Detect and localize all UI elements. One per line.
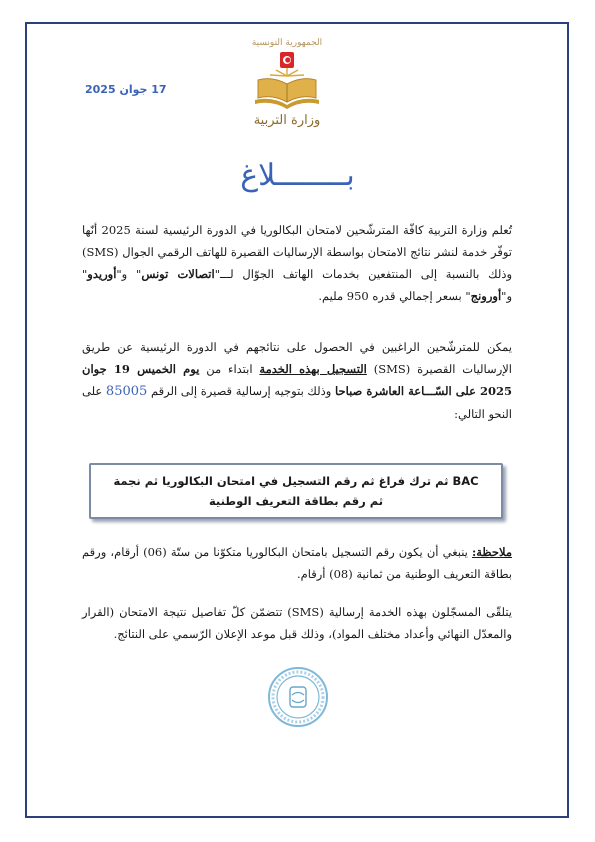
- register-phrase: التسجيل بهذه الخدمة: [259, 362, 367, 376]
- p2-tail: على النحو التالي:: [82, 384, 512, 421]
- sms-format-line2: ثم رقم بطاقة التعريف الوطنية: [208, 494, 384, 508]
- paragraph-note: [82, 541, 512, 585]
- ministry-logo: [247, 38, 327, 138]
- paragraph-service-intro: [82, 219, 512, 307]
- sms-format-box: [89, 463, 503, 519]
- paragraph-registration: [82, 336, 512, 425]
- p1-tail: " بسعر إجمالي قدره 950 مليم.: [318, 289, 471, 303]
- note-label: ملاحظة:: [472, 545, 512, 559]
- p1-sep2: " و": [82, 267, 512, 303]
- note-text: ينبغي أن يكون رقم التسجيل بامتحان البكالوريا متكوّنا من ستّة (06) أرقام، ورقم بطاقة التعريف الوطنية من ثمانية (08) أرقام.: [82, 545, 512, 581]
- logo-top-text: الجمهورية التونسية: [251, 38, 323, 48]
- p1-lead: تُعلم وزارة التربية كافّة المترشّحين لامتحان البكالوريا في الدورة الرئيسية لسنة 2025 أنّها توفّر خدمة لنشر نتائج الامتحان بواسطة الإرساليات القصيرة للهاتف الرقمي الجوال (SMS) وذلك بالنسبة إلى المنتفعين بخدمات الهاتف الجوّال لـــ": [82, 223, 513, 281]
- p1-sep1: " و": [116, 267, 142, 281]
- registration-start-date: يوم الخميس 19 جوان 2025 على السّـــاعة العاشرة صباحا: [82, 362, 512, 398]
- p2-mid2: وذلك بتوجيه إرسالية قصيرة إلى الرقم: [147, 384, 335, 398]
- operator-ooredoo: أوريدو: [87, 267, 117, 281]
- p2-mid: ابتداء من: [199, 362, 260, 376]
- ministry-emblem-icon: [252, 50, 322, 112]
- logo-bottom-text: وزارة التربية: [253, 113, 321, 128]
- sms-number: 85005: [105, 384, 148, 399]
- operator-orange: أورونج: [470, 289, 502, 303]
- document-date: 17 جوان 2025: [85, 83, 167, 96]
- sms-format-line1: BAC ثم ترك فراغ ثم رقم التسجيل في امتحان البكالوريا ثم نجمة: [113, 474, 479, 488]
- paragraph-results-info: يتلقّى المسجّلون بهذه الخدمة إرسالية (SMS) تتضمّن كلّ تفاصيل نتيجة الامتحان (القرار والمعدّل النهائي وأعداد مختلف المواد)، وذلك قبل موعد الإعلان الرّسمي على النتائج.: [82, 605, 512, 641]
- operator-tunisie-telecom: اتصالات تونس: [141, 267, 215, 281]
- ministry-seal-icon: [266, 665, 330, 729]
- announcement-title: بــــــــلاغ: [240, 158, 355, 193]
- p2-lead: يمكن للمترشّحين الراغبين في الحصول على نتائجهم في الدورة الرئيسية عن طريق الإرساليات القصيرة (SMS): [82, 340, 512, 376]
